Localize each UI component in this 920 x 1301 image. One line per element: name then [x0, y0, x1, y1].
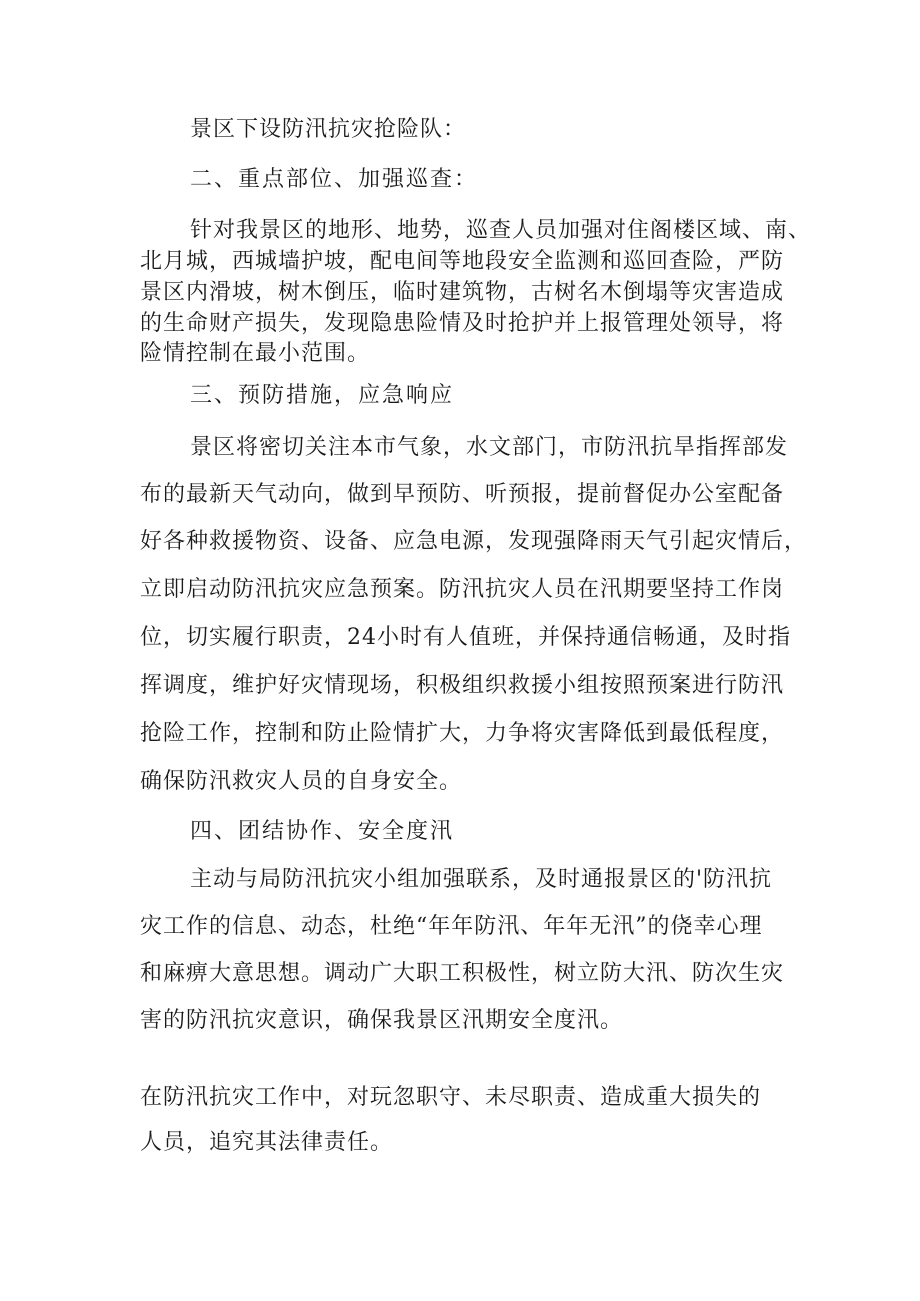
paragraph-line: 的生命财产损失，发现隐患险情及时抢护并上报管理处领导，将	[140, 311, 785, 336]
paragraph-line: 挥调度，维护好灾情现场，积极组织救援小组按照预案进行防汛	[140, 673, 785, 698]
paragraph-line: 立即启动防汛抗灾应急预案。防汛抗灾人员在汛期要坚持工作岗	[140, 577, 785, 602]
paragraph-line: 北月城，西城墙护坡，配电间等地段安全监测和巡回查险，严防	[140, 249, 785, 274]
paragraph-line: 和麻痹大意思想。调动广大职工积极性，树立防大汛、防次生灾	[140, 961, 785, 986]
paragraph-line: 针对我景区的地形、地势，巡查人员加强对住阁楼区域、南、	[190, 218, 812, 243]
paragraph-line: 确保防汛救灾人员的自身安全。	[140, 769, 463, 794]
section2-heading: 二、重点部位、加强巡查：	[190, 167, 479, 192]
paragraph-line: 主动与局防汛抗灾小组加强联系，及时通报景区的'防汛抗	[190, 867, 773, 892]
paragraph-line: 灾工作的信息、动态，杜绝“年年防汛、年年无汛”的侥幸心理	[140, 914, 763, 939]
section4-heading: 四、团结协作、安全度汛	[190, 819, 455, 844]
section3-heading: 三、预防措施，应急响应	[190, 383, 455, 408]
paragraph-line: 害的防汛抗灾意识，确保我景区汛期安全度汛。	[140, 1008, 624, 1033]
closing-line: 人员，追究其法律责任。	[140, 1130, 394, 1155]
paragraph-line: 好各种救援物资、设备、应急电源，发现强降雨天气引起灾情后，	[140, 529, 808, 554]
closing-line: 在防汛抗灾工作中，对玩忽职守、未尽职责、造成重大损失的	[140, 1085, 762, 1110]
paragraph-line: 位，切实履行职责，24小时有人值班，并保持通信畅通，及时指	[140, 625, 791, 650]
paragraph-line: 抢险工作，控制和防止险情扩大，力争将灾害降低到最低程度，	[140, 721, 785, 746]
paragraph-line: 险情控制在最小范围。	[140, 341, 371, 366]
intro-line: 景区下设防汛抗灾抢险队：	[190, 117, 467, 142]
paragraph-line: 布的最新天气动向，做到早预防、听预报，提前督促办公室配备	[140, 482, 785, 507]
paragraph-line: 景区内滑坡，树木倒压，临时建筑物，古树名木倒塌等灾害造成	[140, 280, 785, 305]
paragraph-line: 景区将密切关注本市气象，水文部门，市防汛抗旱指挥部发	[190, 435, 789, 460]
